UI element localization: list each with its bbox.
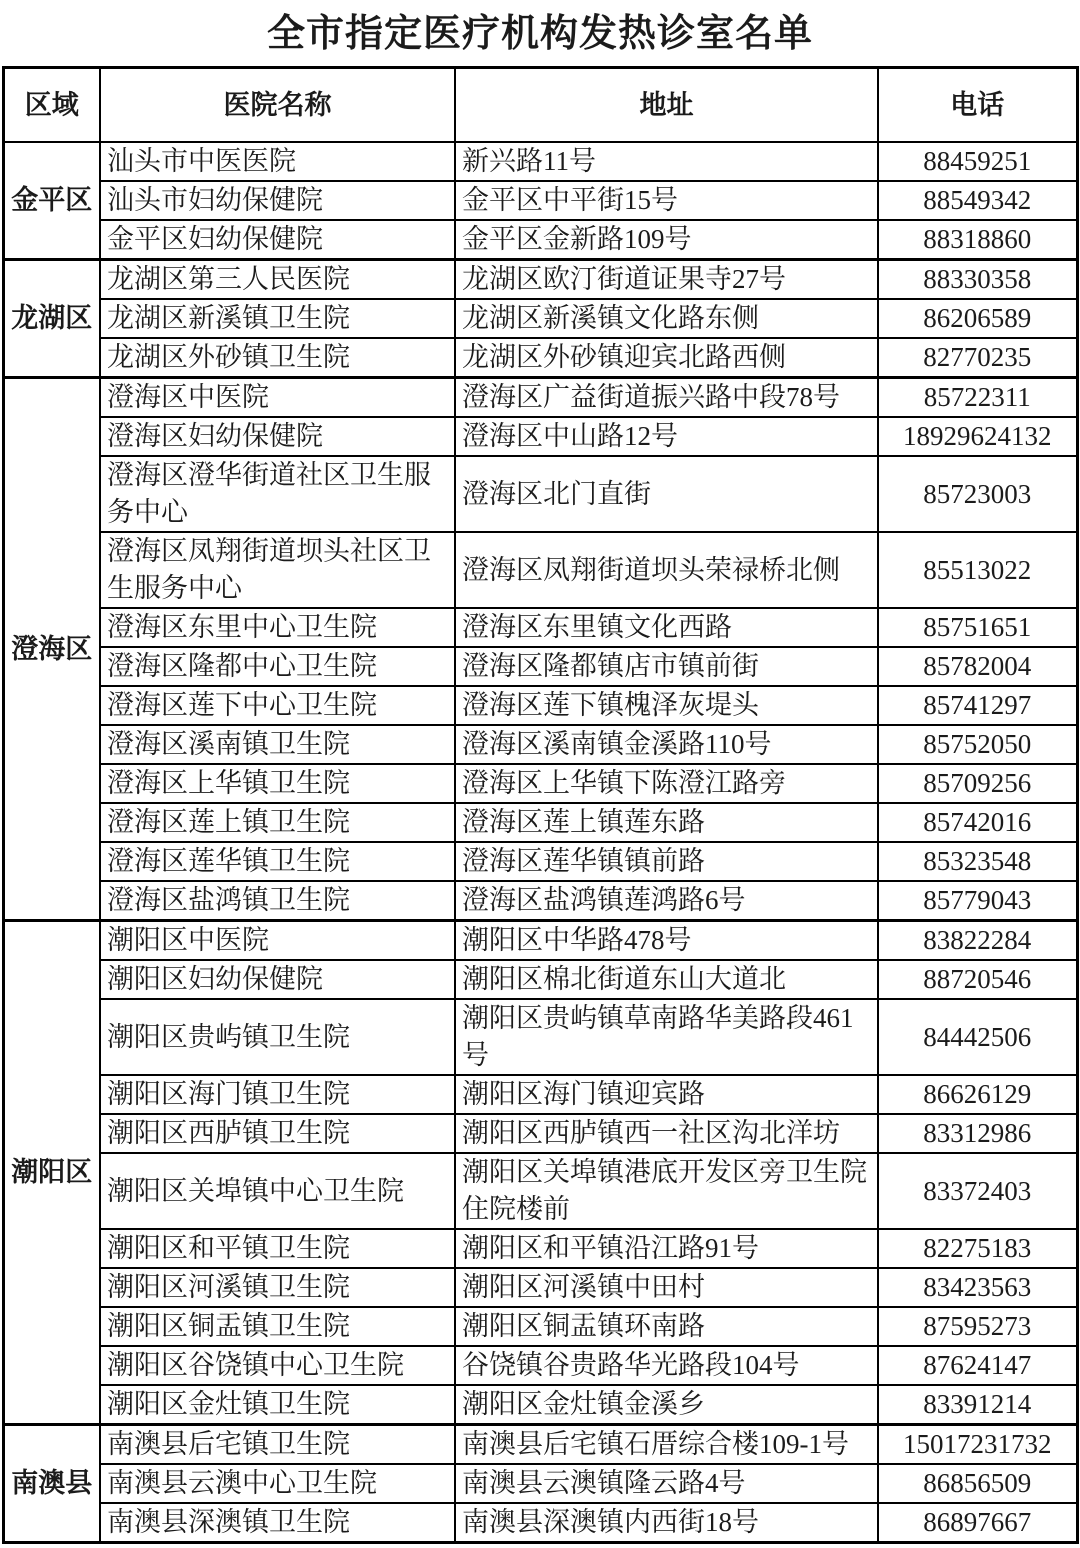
table-row — [3, 1075, 1077, 1114]
phone-cell: 85323548 — [878, 842, 1077, 881]
region-cell: 金平区 — [3, 142, 100, 260]
address-cell: 澄海区广益街道振兴路中段78号 — [455, 378, 878, 418]
table-row — [3, 417, 1077, 456]
address-cell: 龙湖区外砂镇迎宾北路西侧 — [455, 338, 878, 378]
phone-cell: 87595273 — [878, 1307, 1077, 1346]
phone-cell: 88318860 — [878, 220, 1077, 260]
address-cell: 龙湖区新溪镇文化路东侧 — [455, 299, 878, 338]
col-header-region: 区域 — [3, 68, 100, 143]
phone-cell: 88549342 — [878, 181, 1077, 220]
table-row — [3, 299, 1077, 338]
col-header-phone: 电话 — [878, 68, 1077, 143]
col-header-hospital: 医院名称 — [100, 68, 455, 143]
table-row — [3, 1346, 1077, 1385]
phone-cell: 85709256 — [878, 764, 1077, 803]
hospital-name-cell: 潮阳区中医院 — [100, 921, 455, 961]
hospital-name-cell: 龙湖区新溪镇卫生院 — [100, 299, 455, 338]
hospital-name-cell: 龙湖区第三人民医院 — [100, 260, 455, 300]
phone-cell: 85513022 — [878, 532, 1077, 608]
phone-cell: 85722311 — [878, 378, 1077, 418]
hospital-name-cell: 龙湖区外砂镇卫生院 — [100, 338, 455, 378]
hospital-name-cell: 澄海区上华镇卫生院 — [100, 764, 455, 803]
header-row — [3, 68, 1077, 143]
address-cell: 澄海区凤翔街道坝头荣禄桥北侧 — [455, 532, 878, 608]
hospital-name-cell: 汕头市中医医院 — [100, 142, 455, 181]
table-row — [3, 921, 1077, 961]
hospital-name-cell: 澄海区溪南镇卫生院 — [100, 725, 455, 764]
phone-cell: 85752050 — [878, 725, 1077, 764]
hospital-name-cell: 潮阳区和平镇卫生院 — [100, 1229, 455, 1268]
address-cell: 澄海区莲上镇莲东路 — [455, 803, 878, 842]
table-row — [3, 764, 1077, 803]
region-cell: 潮阳区 — [3, 921, 100, 1425]
address-cell: 澄海区上华镇下陈澄江路旁 — [455, 764, 878, 803]
address-cell: 潮阳区铜盂镇环南路 — [455, 1307, 878, 1346]
table-row — [3, 608, 1077, 647]
phone-cell: 85751651 — [878, 608, 1077, 647]
hospital-name-cell: 澄海区莲下中心卫生院 — [100, 686, 455, 725]
address-cell: 南澳县后宅镇石厝综合楼109-1号 — [455, 1425, 878, 1465]
table-row — [3, 725, 1077, 764]
address-cell: 澄海区东里镇文化西路 — [455, 608, 878, 647]
address-cell: 澄海区隆都镇店市镇前街 — [455, 647, 878, 686]
hospital-name-cell: 澄海区盐鸿镇卫生院 — [100, 881, 455, 921]
table-body — [3, 142, 1077, 1543]
phone-cell: 86897667 — [878, 1503, 1077, 1543]
hospital-name-cell: 潮阳区关埠镇中心卫生院 — [100, 1153, 455, 1229]
phone-cell: 84442506 — [878, 999, 1077, 1075]
hospital-name-cell: 澄海区东里中心卫生院 — [100, 608, 455, 647]
table-row — [3, 999, 1077, 1075]
address-cell: 澄海区溪南镇金溪路110号 — [455, 725, 878, 764]
address-cell: 龙湖区欧汀街道证果寺27号 — [455, 260, 878, 300]
phone-cell: 82770235 — [878, 338, 1077, 378]
hospital-name-cell: 潮阳区贵屿镇卫生院 — [100, 999, 455, 1075]
table-row — [3, 260, 1077, 300]
table-row — [3, 378, 1077, 418]
address-cell: 潮阳区中华路478号 — [455, 921, 878, 961]
table-row — [3, 960, 1077, 999]
address-cell: 澄海区北门直街 — [455, 456, 878, 532]
region-cell: 龙湖区 — [3, 260, 100, 378]
hospital-name-cell: 澄海区莲华镇卫生院 — [100, 842, 455, 881]
phone-cell: 88720546 — [878, 960, 1077, 999]
phone-cell: 85782004 — [878, 647, 1077, 686]
hospital-name-cell: 潮阳区金灶镇卫生院 — [100, 1385, 455, 1425]
table-header — [3, 68, 1077, 143]
table-row — [3, 532, 1077, 608]
table-row — [3, 1503, 1077, 1543]
address-cell: 谷饶镇谷贵路华光路段104号 — [455, 1346, 878, 1385]
table-row — [3, 456, 1077, 532]
table-row — [3, 181, 1077, 220]
table-row — [3, 1153, 1077, 1229]
address-cell: 潮阳区关埠镇港底开发区旁卫生院住院楼前 — [455, 1153, 878, 1229]
hospital-name-cell: 南澳县云澳中心卫生院 — [100, 1464, 455, 1503]
address-cell: 澄海区中山路12号 — [455, 417, 878, 456]
hospital-name-cell: 潮阳区妇幼保健院 — [100, 960, 455, 999]
hospital-name-cell: 潮阳区西胪镇卫生院 — [100, 1114, 455, 1153]
table-row — [3, 647, 1077, 686]
phone-cell: 18929624132 — [878, 417, 1077, 456]
address-cell: 潮阳区贵屿镇草南路华美路段461号 — [455, 999, 878, 1075]
address-cell: 金平区中平街15号 — [455, 181, 878, 220]
phone-cell: 83372403 — [878, 1153, 1077, 1229]
phone-cell: 86206589 — [878, 299, 1077, 338]
address-cell: 潮阳区西胪镇西一社区沟北洋坊 — [455, 1114, 878, 1153]
table-row — [3, 1114, 1077, 1153]
phone-cell: 83391214 — [878, 1385, 1077, 1425]
address-cell: 澄海区盐鸿镇莲鸿路6号 — [455, 881, 878, 921]
address-cell: 澄海区莲下镇槐泽灰堤头 — [455, 686, 878, 725]
phone-cell: 83423563 — [878, 1268, 1077, 1307]
col-header-address: 地址 — [455, 68, 878, 143]
table-row — [3, 1307, 1077, 1346]
hospital-name-cell: 金平区妇幼保健院 — [100, 220, 455, 260]
hospital-name-cell: 澄海区隆都中心卫生院 — [100, 647, 455, 686]
hospital-name-cell: 汕头市妇幼保健院 — [100, 181, 455, 220]
address-cell: 南澳县深澳镇内西街18号 — [455, 1503, 878, 1543]
table-row — [3, 1464, 1077, 1503]
hospital-name-cell: 潮阳区海门镇卫生院 — [100, 1075, 455, 1114]
table-row — [3, 842, 1077, 881]
table-row — [3, 881, 1077, 921]
hospital-name-cell: 澄海区凤翔街道坝头社区卫生服务中心 — [100, 532, 455, 608]
address-cell: 澄海区莲华镇镇前路 — [455, 842, 878, 881]
phone-cell: 85741297 — [878, 686, 1077, 725]
table-row — [3, 338, 1077, 378]
region-cell: 澄海区 — [3, 378, 100, 921]
table-row — [3, 803, 1077, 842]
phone-cell: 83822284 — [878, 921, 1077, 961]
phone-cell: 82275183 — [878, 1229, 1077, 1268]
table-row — [3, 1385, 1077, 1425]
phone-cell: 88459251 — [878, 142, 1077, 181]
address-cell: 潮阳区和平镇沿江路91号 — [455, 1229, 878, 1268]
phone-cell: 85779043 — [878, 881, 1077, 921]
hospital-name-cell: 潮阳区谷饶镇中心卫生院 — [100, 1346, 455, 1385]
hospital-name-cell: 南澳县深澳镇卫生院 — [100, 1503, 455, 1543]
address-cell: 潮阳区棉北街道东山大道北 — [455, 960, 878, 999]
address-cell: 潮阳区海门镇迎宾路 — [455, 1075, 878, 1114]
table-row — [3, 686, 1077, 725]
hospital-name-cell: 澄海区妇幼保健院 — [100, 417, 455, 456]
address-cell: 潮阳区河溪镇中田村 — [455, 1268, 878, 1307]
region-cell: 南澳县 — [3, 1425, 100, 1543]
table-row — [3, 1268, 1077, 1307]
page-title: 全市指定医疗机构发热诊室名单 — [266, 13, 813, 55]
table-row — [3, 220, 1077, 260]
phone-cell: 88330358 — [878, 260, 1077, 300]
phone-cell: 85723003 — [878, 456, 1077, 532]
address-cell: 潮阳区金灶镇金溪乡 — [455, 1385, 878, 1425]
phone-cell: 86626129 — [878, 1075, 1077, 1114]
table-row — [3, 1229, 1077, 1268]
hospital-name-cell: 潮阳区铜盂镇卫生院 — [100, 1307, 455, 1346]
phone-cell: 86856509 — [878, 1464, 1077, 1503]
table-row — [3, 1425, 1077, 1465]
address-cell: 新兴路11号 — [455, 142, 878, 181]
hospital-name-cell: 澄海区莲上镇卫生院 — [100, 803, 455, 842]
phone-cell: 83312986 — [878, 1114, 1077, 1153]
address-cell: 金平区金新路109号 — [455, 220, 878, 260]
hospital-name-cell: 潮阳区河溪镇卫生院 — [100, 1268, 455, 1307]
phone-cell: 87624147 — [878, 1346, 1077, 1385]
phone-cell: 85742016 — [878, 803, 1077, 842]
address-cell: 南澳县云澳镇隆云路4号 — [455, 1464, 878, 1503]
fever-clinic-table — [2, 66, 1079, 1544]
table-row — [3, 142, 1077, 181]
hospital-name-cell: 澄海区中医院 — [100, 378, 455, 418]
hospital-name-cell: 南澳县后宅镇卫生院 — [100, 1425, 455, 1465]
hospital-name-cell: 澄海区澄华街道社区卫生服务中心 — [100, 456, 455, 532]
phone-cell: 15017231732 — [878, 1425, 1077, 1465]
